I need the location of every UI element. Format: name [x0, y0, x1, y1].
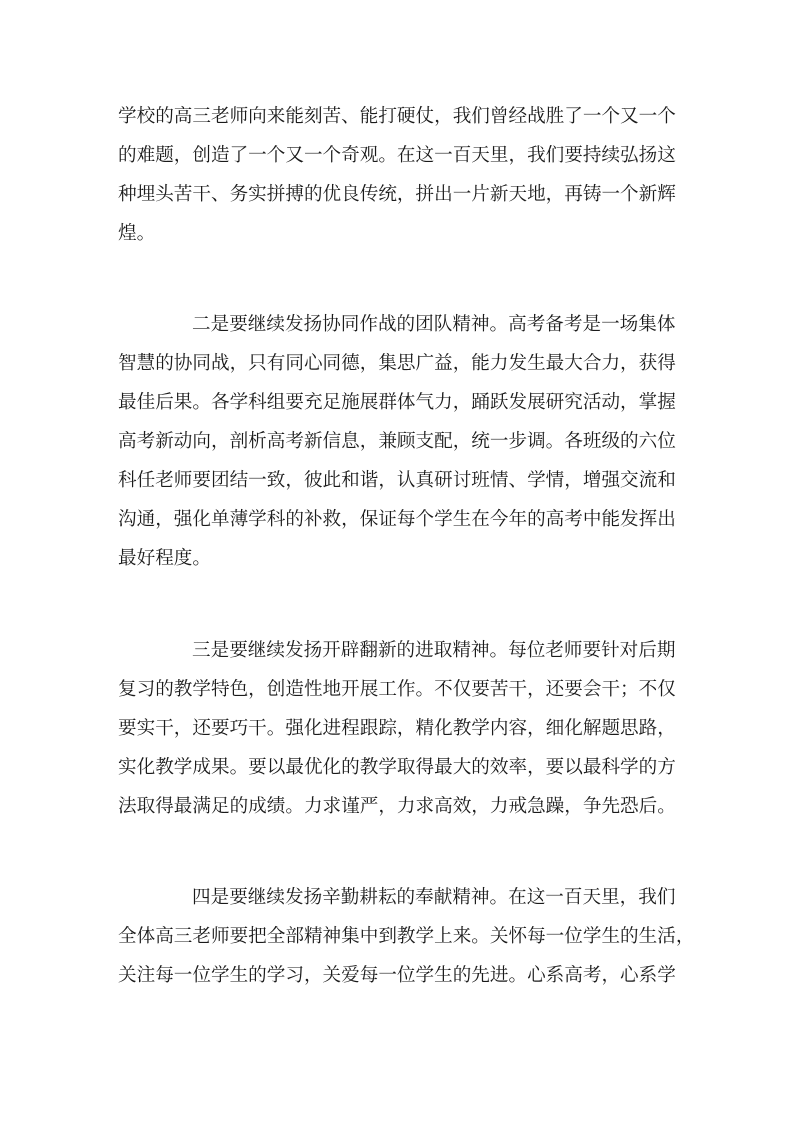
paragraph-3-line-1: 三是要继续发扬开辟翻新的进取精神。每位老师要针对后期: [192, 640, 676, 661]
paragraph-2-line-7: 最好程度。: [118, 548, 211, 569]
paragraph-1-line-1: 学校的高三老师向来能刻苦、能打硬仗，我们曾经战胜了一个又一个: [118, 106, 676, 127]
paragraph-2-line-1: 二是要继续发扬协同作战的团队精神。高考备考是一场集体: [192, 314, 676, 335]
paragraph-1-line-2: 的难题，创造了一个又一个奇观。在这一百天里，我们要持续弘扬这: [118, 145, 676, 166]
paragraph-3-line-3: 要实干，还要巧干。强化进程跟踪，精化教学内容，细化解题思路，: [118, 718, 676, 739]
paragraph-3-line-2: 复习的教学特色，创造性地开展工作。不仅要苦干，还要会干；不仅: [118, 679, 676, 700]
paragraph-4-line-1: 四是要继续发扬辛勤耕耘的奉献精神。在这一百天里，我们: [192, 887, 676, 908]
paragraph-2-line-6: 沟通，强化单薄学科的补救，保证每个学生在今年的高考中能发挥出: [118, 509, 676, 530]
paragraph-1-line-4: 煌。: [118, 223, 156, 244]
paragraph-2-line-5: 科任老师要团结一致，彼此和谐，认真研讨班情、学情，增强交流和: [118, 470, 676, 491]
paragraph-3-line-5: 法取得最满足的成绩。力求谨严，力求高效，力戒急躁，争先恐后。: [118, 796, 676, 817]
paragraph-4-line-2: 全体高三老师要把全部精神集中到教学上来。关怀每一位学生的生活，: [118, 926, 695, 947]
paragraph-2-line-3: 最佳后果。各学科组要充足施展群体气力，踊跃发展研究活动，掌握: [118, 392, 676, 413]
paragraph-2-line-2: 智慧的协同战，只有同心同德，集思广益，能力发生最大合力，获得: [118, 353, 676, 374]
paragraph-3-line-4: 实化教学成果。要以最优化的教学取得最大的效率，要以最科学的方: [118, 757, 676, 778]
paragraph-1-line-3: 种埋头苦干、务实拼搏的优良传统，拼出一片新天地，再铸一个新辉: [118, 184, 676, 205]
paragraph-2-line-4: 高考新动向，剖析高考新信息，兼顾支配，统一步调。各班级的六位: [118, 431, 676, 452]
paragraph-4-line-3: 关注每一位学生的学习，关爱每一位学生的先进。心系高考，心系学: [118, 965, 676, 986]
